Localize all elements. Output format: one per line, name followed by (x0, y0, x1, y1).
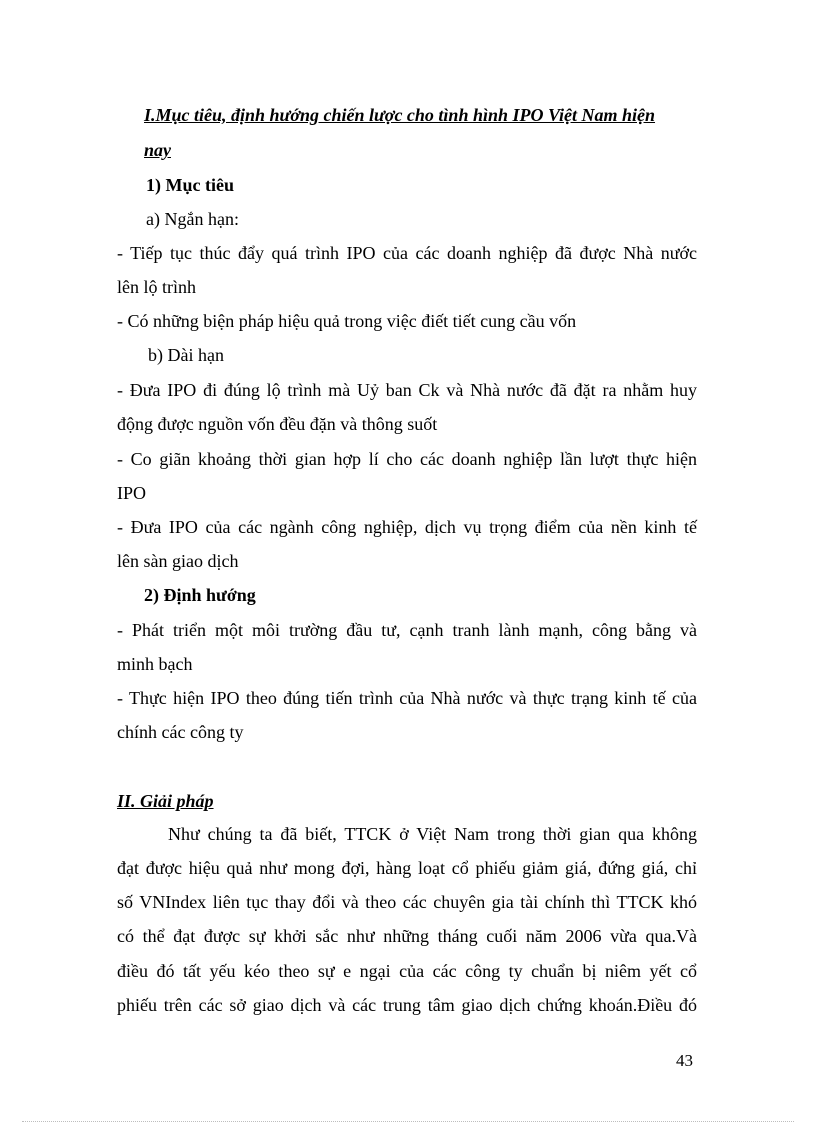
solution-paragraph-line: điều đó tất yếu kéo theo sự e ngại của các công ty chuẩn bị niêm yết cổ (117, 961, 697, 981)
short-term-item-2: - Có những biện pháp hiệu quả trong việc điết tiết cung cầu vốn (117, 311, 577, 331)
page-number: 43 (676, 1051, 693, 1070)
orientation-item-2-continued: chính các công ty (117, 722, 244, 742)
short-term-heading: a) Ngắn hạn: (146, 209, 239, 229)
section1-title-continued: nay (144, 140, 171, 160)
footer-divider (22, 1121, 794, 1122)
long-term-heading: b) Dài hạn (148, 345, 224, 365)
long-term-item-2-continued: IPO (117, 483, 147, 503)
orientation-item-2: - Thực hiện IPO theo đúng tiến trình của Nhà nước và thực trạng kinh tế của (117, 688, 697, 708)
short-term-item-1-continued: lên lộ trình (117, 277, 196, 297)
long-term-item-3: - Đưa IPO của các ngành công nghiệp, dịch vụ trọng điểm của nền kinh tế (117, 517, 697, 537)
orientation-item-1-continued: minh bạch (117, 654, 193, 674)
solution-paragraph-line: đạt được hiệu quả như mong đợi, hàng loạt cổ phiếu giảm giá, đứng giá, chỉ (117, 858, 697, 878)
section2-title: II. Giải pháp (117, 791, 214, 811)
solution-paragraph-line: phiếu trên các sở giao dịch và các trung tâm giao dịch chứng khoán.Điều đó (117, 995, 697, 1015)
long-term-item-2: - Co giãn khoảng thời gian hợp lí cho các doanh nghiệp lần lượt thực hiện (117, 449, 697, 469)
solution-paragraph-line: có thể đạt được sự khởi sắc như những tháng cuối năm 2006 vừa qua.Và (117, 926, 697, 946)
solution-paragraph-line: số VNIndex liên tục thay đổi và theo các chuyên gia tài chính thì TTCK khó (117, 892, 697, 912)
orientation-heading: 2) Định hướng (144, 585, 256, 605)
solution-paragraph-line: Như chúng ta đã biết, TTCK ở Việt Nam trong thời gian qua không (168, 824, 697, 844)
long-term-item-1: - Đưa IPO đi đúng lộ trình mà Uỷ ban Ck và Nhà nước đã đặt ra nhằm huy (117, 380, 697, 400)
section1-title: I.Mục tiêu, định hướng chiến lược cho tình hình IPO Việt Nam hiện (144, 105, 656, 125)
long-term-item-1-continued: động được nguồn vốn đều đặn và thông suốt (117, 414, 438, 434)
short-term-item-1: - Tiếp tục thúc đẩy quá trình IPO của các doanh nghiệp đã được Nhà nước (117, 243, 697, 263)
long-term-item-3-continued: lên sàn giao dịch (117, 551, 239, 571)
orientation-item-1: - Phát triển một môi trường đầu tư, cạnh tranh lành mạnh, công bằng và (117, 620, 697, 640)
goals-heading: 1) Mục tiêu (146, 175, 234, 195)
